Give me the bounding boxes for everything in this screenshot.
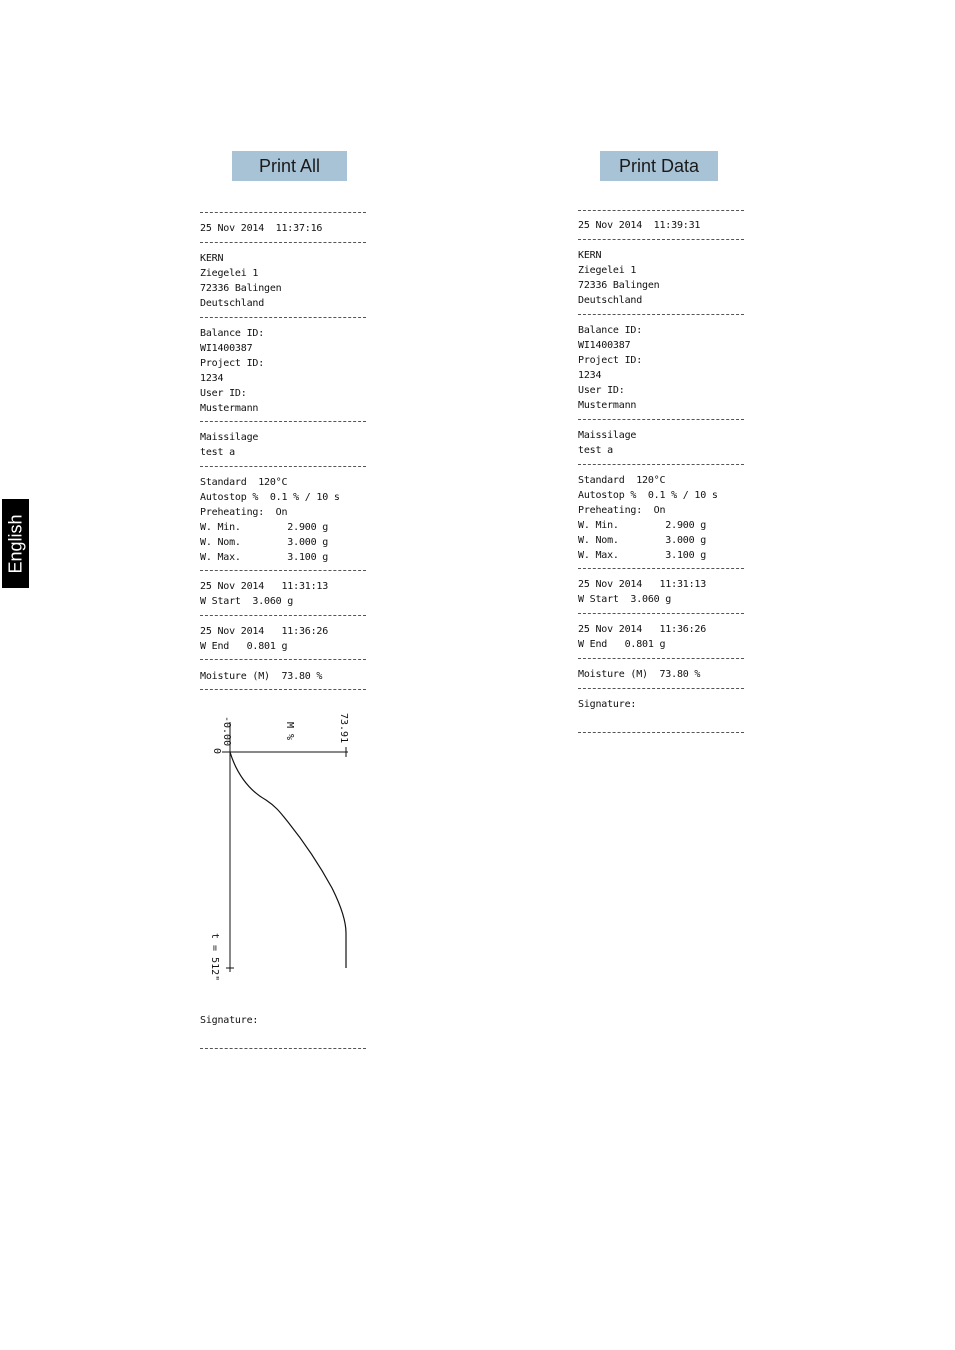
sample-line: test a <box>200 447 235 458</box>
receipt-datetime: 25 Nov 2014 11:39:31 <box>578 220 701 231</box>
signature-line <box>200 1048 366 1049</box>
sample-line: Maissilage <box>578 430 637 441</box>
address-line: KERN <box>578 250 602 261</box>
language-tab <box>2 499 29 588</box>
result-line: Moisture (M) 73.80 % <box>200 671 323 682</box>
address-line: Deutschland <box>578 295 643 306</box>
end-line: 25 Nov 2014 11:36:26 <box>200 626 329 637</box>
separator <box>578 464 744 465</box>
setting-line: W. Min. 2.900 g <box>578 520 707 531</box>
y-max-label: 73.91 <box>338 713 349 744</box>
id-line: 1234 <box>200 373 224 384</box>
address-line: Ziegelei 1 <box>200 268 259 279</box>
setting-line: W. Nom. 3.000 g <box>578 535 707 546</box>
print-data-header: Print Data <box>600 151 718 181</box>
id-line: WI1400387 <box>578 340 631 351</box>
address-line: 72336 Balingen <box>200 283 282 294</box>
id-line: Balance ID: <box>200 328 265 339</box>
start-line: W Start 3.060 g <box>578 594 672 605</box>
setting-line: W. Nom. 3.000 g <box>200 537 329 548</box>
id-line: User ID: <box>578 385 625 396</box>
separator <box>578 568 744 569</box>
sample-line: test a <box>578 445 613 456</box>
setting-line: Preheating: On <box>200 507 288 518</box>
y-unit-label: M % <box>284 722 295 741</box>
address-line: Deutschland <box>200 298 265 309</box>
id-line: Balance ID: <box>578 325 643 336</box>
id-line: Mustermann <box>578 400 637 411</box>
separator <box>578 613 744 614</box>
separator <box>578 314 744 315</box>
id-line: User ID: <box>200 388 247 399</box>
id-line: WI1400387 <box>200 343 253 354</box>
address-line: Ziegelei 1 <box>578 265 637 276</box>
start-line: 25 Nov 2014 11:31:13 <box>578 579 707 590</box>
x-end-label: t = 512" <box>209 933 220 982</box>
x-start-label: 0 <box>211 748 222 755</box>
setting-line: Standard 120°C <box>578 475 666 486</box>
separator <box>578 658 744 659</box>
separator <box>578 419 744 420</box>
setting-line: Standard 120°C <box>200 477 288 488</box>
address-line: 72336 Balingen <box>578 280 660 291</box>
id-line: Mustermann <box>200 403 259 414</box>
start-line: 25 Nov 2014 11:31:13 <box>200 581 329 592</box>
signature-label: Signature: <box>200 1015 259 1026</box>
id-line: Project ID: <box>578 355 643 366</box>
setting-line: W. Max. 3.100 g <box>578 550 707 561</box>
separator <box>578 688 744 689</box>
sample-line: Maissilage <box>200 432 259 443</box>
setting-line: Autostop % 0.1 % / 10 s <box>200 492 340 503</box>
drying-curve-graph <box>200 0 368 1000</box>
end-line: W End 0.801 g <box>200 641 288 652</box>
setting-line: W. Min. 2.900 g <box>200 522 329 533</box>
drying-curve <box>230 752 346 968</box>
signature-line <box>578 732 744 733</box>
receipt-datetime: 25 Nov 2014 11:37:16 <box>200 223 323 234</box>
signature-label: Signature: <box>578 699 637 710</box>
end-line: W End 0.801 g <box>578 639 666 650</box>
separator <box>578 210 744 211</box>
language-tab-label: English <box>5 513 25 574</box>
print-all-header: Print All <box>232 151 347 181</box>
result-line: Moisture (M) 73.80 % <box>578 669 701 680</box>
end-line: 25 Nov 2014 11:36:26 <box>578 624 707 635</box>
start-line: W Start 3.060 g <box>200 596 294 607</box>
id-line: 1234 <box>578 370 602 381</box>
y-min-label: -0.00 <box>221 716 232 747</box>
setting-line: Preheating: On <box>578 505 666 516</box>
setting-line: W. Max. 3.100 g <box>200 552 329 563</box>
separator <box>578 239 744 240</box>
address-line: KERN <box>200 253 224 264</box>
id-line: Project ID: <box>200 358 265 369</box>
setting-line: Autostop % 0.1 % / 10 s <box>578 490 718 501</box>
